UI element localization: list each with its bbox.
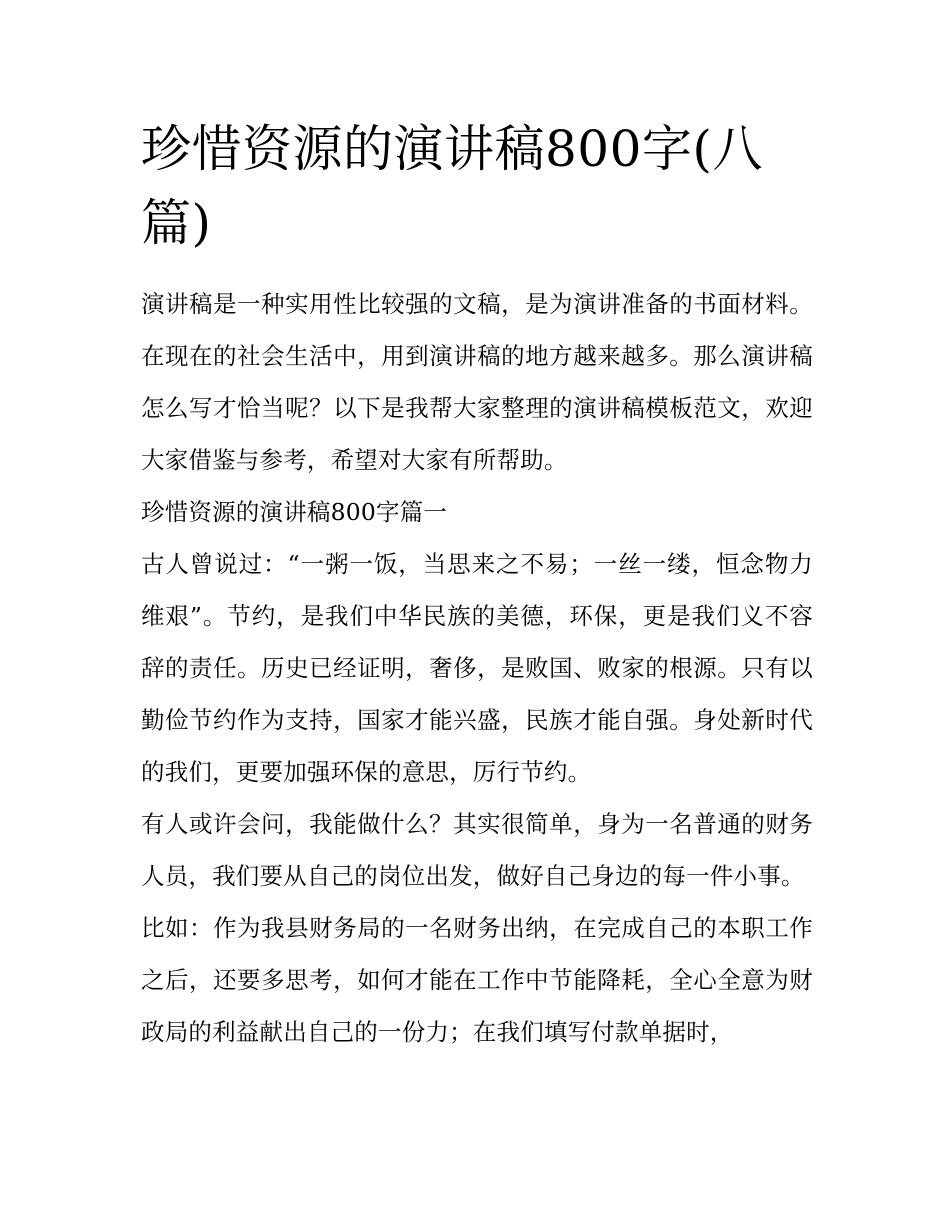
body-paragraph-2: 有人或许会问，我能做什么？其实很简单，身为一名普通的财务人员，我们要从自己的岗位出发，做好自己身边的每一件小事。	[141, 810, 813, 890]
body-paragraph-1: 古人曾说过：“一粥一饭，当思来之不易；一丝一缕，恒念物力维艰”。节约，是我们中华民族的美德，环保，更是我们义不容辞的责任。历史已经证明，奢侈，是败国、败家的根源。只有以勤俭节约作为支持，国家才能兴盛，民族才能自强。身处新时代的我们，更要加强环保的意思，厉行节约。	[141, 550, 813, 786]
body-paragraph-3: 比如：作为我县财务局的一名财务出纳，在完成自己的本职工作之后，还要多思考，如何才能在工作中节能降耗，全心全意为财政局的利益献出自己的一份力；在我们填写付款单据时，	[141, 914, 813, 1046]
intro-paragraph: 演讲稿是一种实用性比较强的文稿，是为演讲准备的书面材料。在现在的社会生活中，用到演讲稿的地方越来越多。那么演讲稿怎么写才恰当呢？以下是我帮大家整理的演讲稿模板范文，欢迎大家借鉴与参考，希望对大家有所帮助。	[141, 290, 813, 474]
document-body	[141, 278, 813, 1058]
document-title: 珍惜资源的演讲稿800字(八篇)	[141, 120, 763, 252]
section-heading: 珍惜资源的演讲稿800字篇一	[141, 498, 448, 526]
document-page	[141, 112, 813, 1058]
